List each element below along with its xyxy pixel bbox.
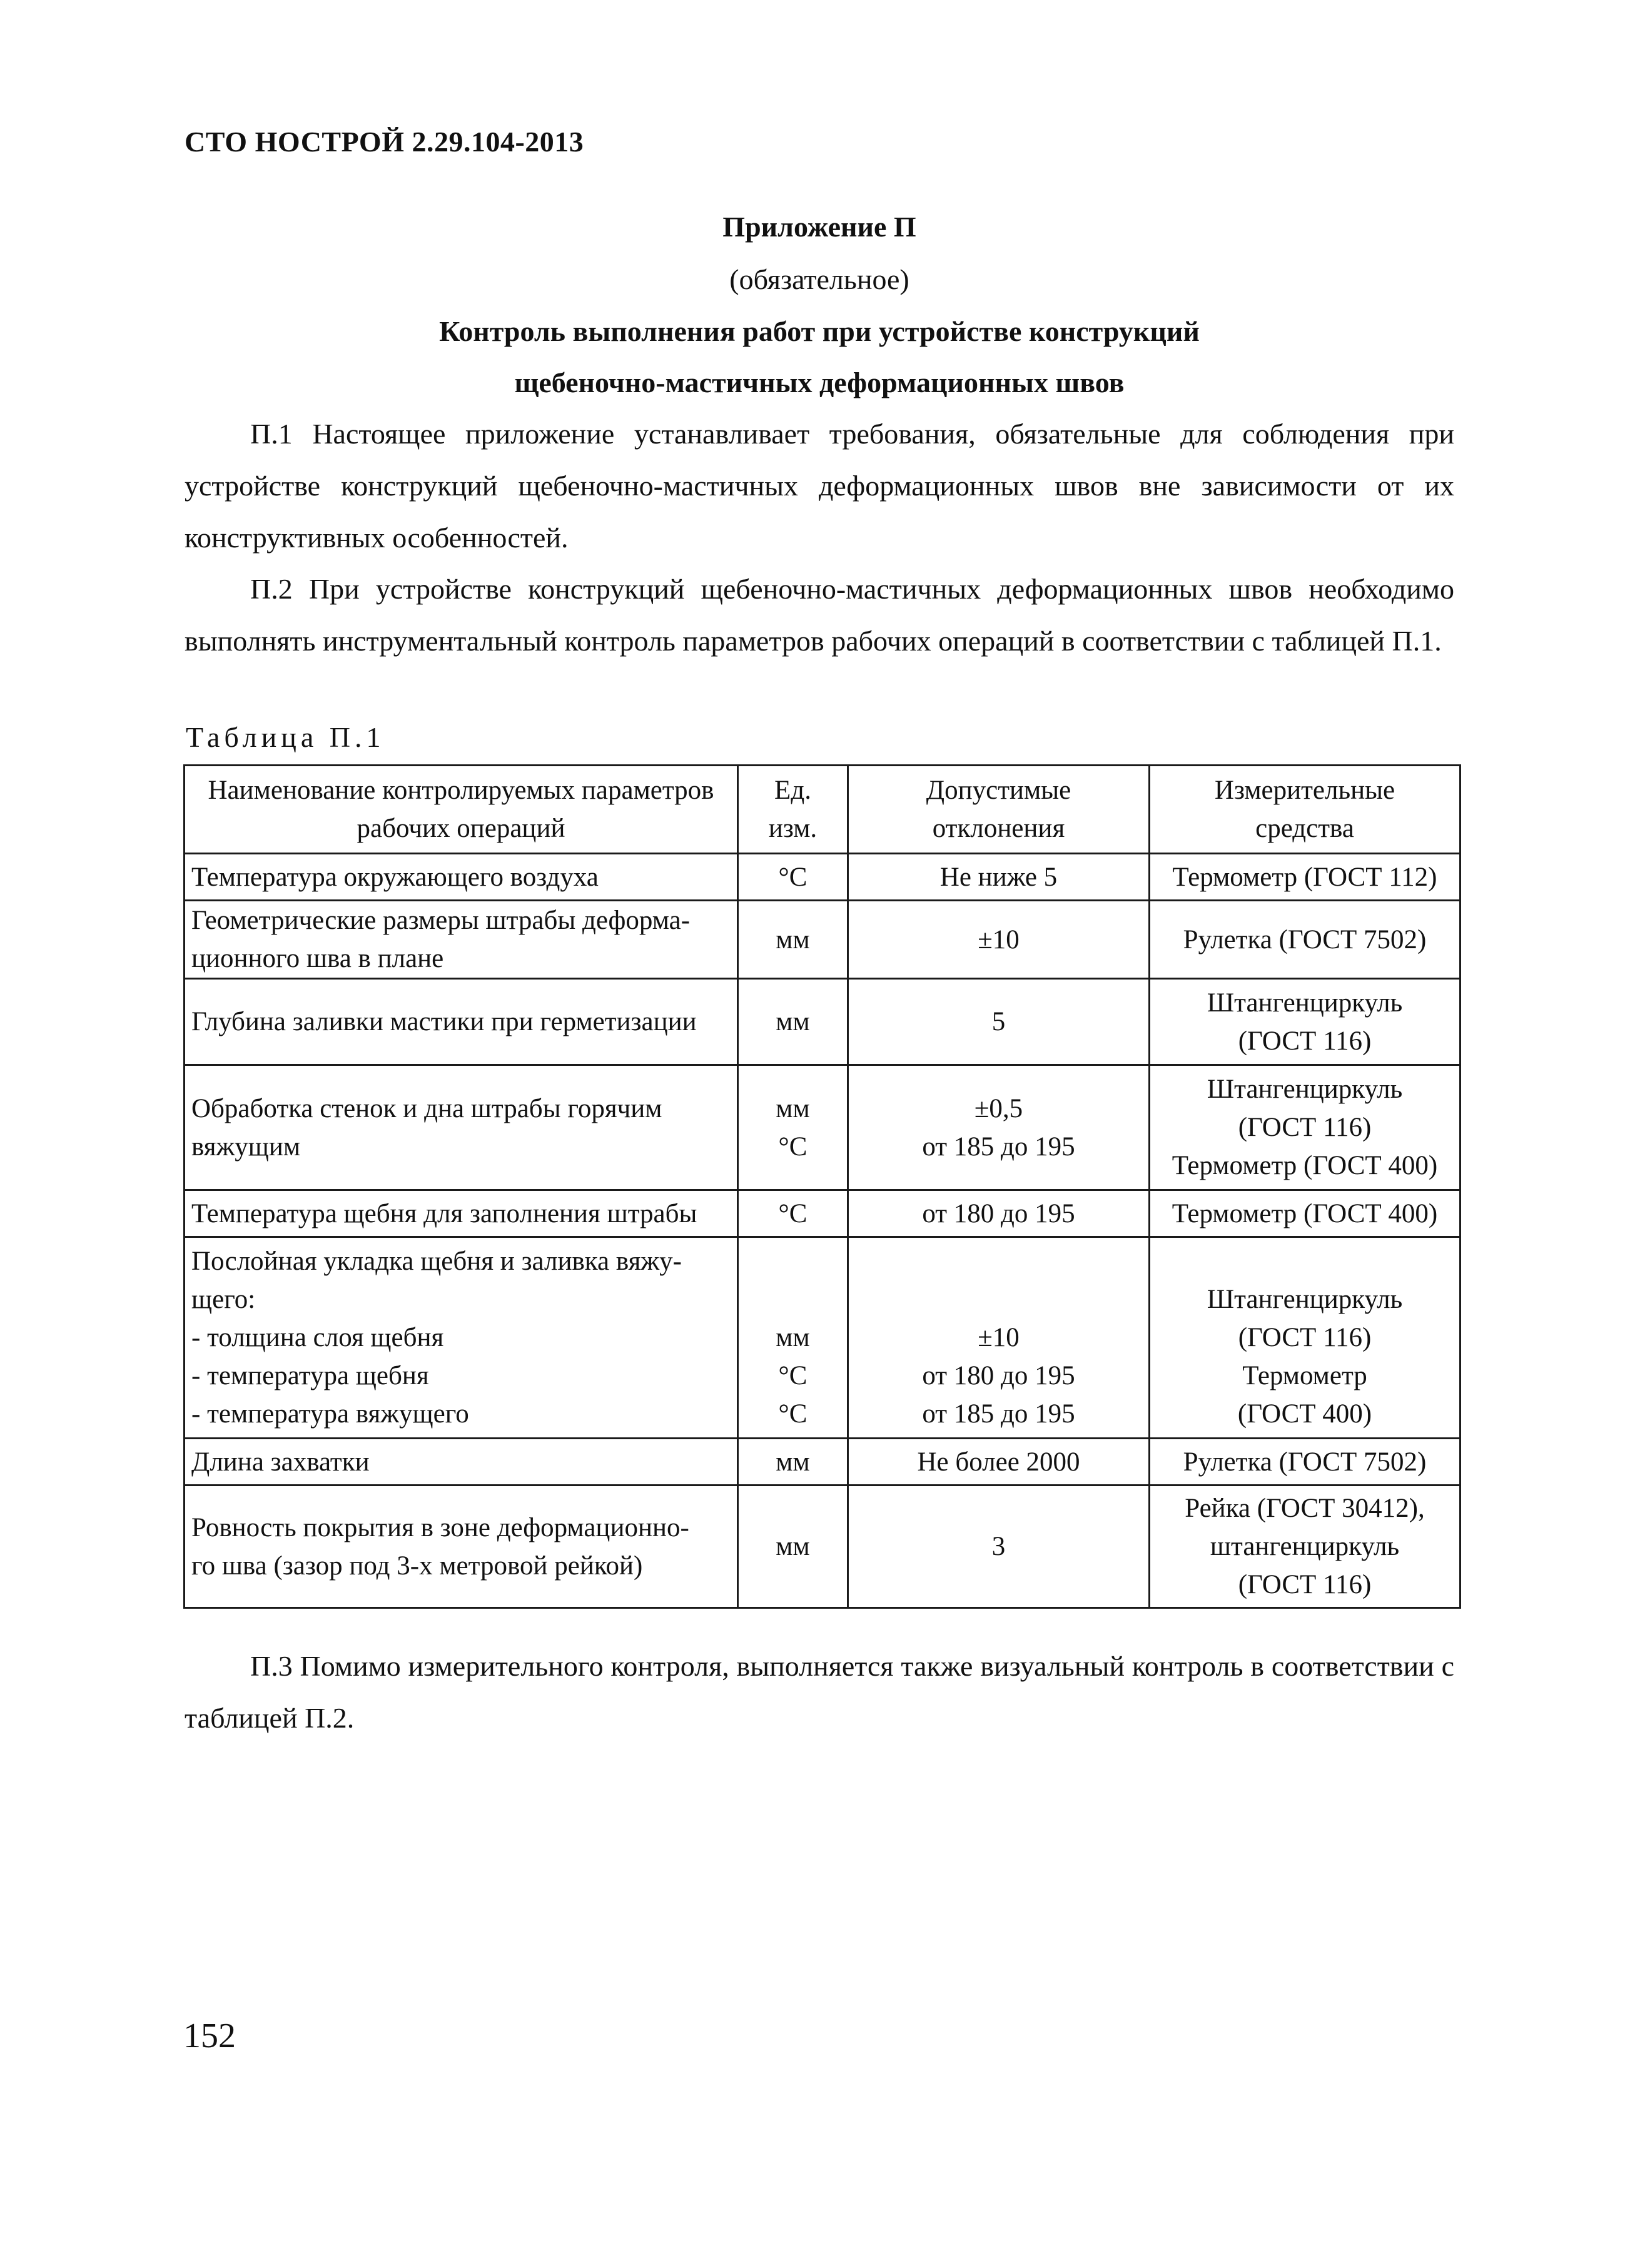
cell-parameter <box>185 854 738 901</box>
cell-line: Ровность покрытия в зоне деформационно- <box>191 1512 689 1542</box>
cell-line: ±10 <box>978 924 1020 954</box>
cell-tolerance <box>848 901 1150 979</box>
header-cell-tolerance <box>848 766 1150 854</box>
cell-parameter <box>185 901 738 979</box>
table-row <box>185 1237 1460 1439</box>
cell-instrument <box>1150 901 1460 979</box>
appendix-title: Приложение П <box>722 211 916 243</box>
cell-line: Рулетка (ГОСТ 7502) <box>1183 924 1427 954</box>
cell-line: Геометрические размеры штрабы деформа- <box>191 906 691 935</box>
cell-line: (ГОСТ 400) <box>1237 1399 1372 1429</box>
cell-line: °С <box>778 1399 807 1429</box>
table-row <box>185 1439 1460 1486</box>
cell-line: (ГОСТ 116) <box>1238 1323 1372 1352</box>
cell-parameter <box>185 1237 738 1439</box>
cell-instrument <box>1150 1486 1460 1608</box>
cell-line: Штангенциркуль <box>1207 988 1403 1018</box>
cell-line: Послойная укладка щебня и заливка вяжу- <box>191 1247 682 1276</box>
cell-line: от 180 до 195 <box>922 1361 1075 1390</box>
cell-tolerance <box>848 1065 1150 1190</box>
cell-line: - температура вяжущего <box>191 1399 469 1429</box>
paragraph-p3: П.3 Помимо измерительного контроля, выполняется также визуальный контроль в соответствии с таблицей П.2. <box>185 1650 1454 1734</box>
cell-instrument <box>1150 1439 1460 1486</box>
cell-line: мм <box>776 1093 810 1123</box>
cell-instrument <box>1150 1065 1460 1190</box>
table-row <box>185 979 1460 1065</box>
cell-parameter <box>185 1190 738 1237</box>
cell-line: °С <box>778 1131 807 1162</box>
page-number: 152 <box>183 2017 236 2055</box>
header-text: Наименование контролируемых параметров <box>208 776 714 805</box>
cell-line <box>855 1242 1142 1280</box>
cell-unit <box>738 854 848 901</box>
cell-line: Рулетка (ГОСТ 7502) <box>1183 1447 1427 1477</box>
table-row <box>185 1190 1460 1237</box>
table-row <box>185 1486 1460 1608</box>
cell-line: (ГОСТ 116) <box>1238 1026 1372 1056</box>
paragraph-p2: П.2 При устройстве конструкций щебеночно-мастичных деформационных швов необходимо выполнять инструментальный контроль параметров рабочих операций в соответствии с таблицей П.1. <box>185 573 1454 657</box>
cell-line: щего: <box>191 1285 256 1314</box>
standard-code-header: СТО НОСТРОЙ 2.29.104-2013 <box>185 126 584 158</box>
cell-line: Обработка стенок и дна штрабы горячим <box>191 1093 662 1123</box>
table-row <box>185 1065 1460 1190</box>
cell-tolerance <box>848 979 1150 1065</box>
cell-line: Штангенциркуль <box>1207 1285 1403 1314</box>
cell-line: 3 <box>991 1532 1006 1561</box>
cell-line: ±0,5 <box>974 1093 1023 1123</box>
cell-line: Не более 2000 <box>917 1447 1080 1477</box>
cell-line: Температура щебня для заполнения штрабы <box>191 1198 697 1228</box>
cell-instrument <box>1150 854 1460 901</box>
header-text: средства <box>1255 814 1354 843</box>
cell-unit <box>738 1439 848 1486</box>
header-text: изм. <box>768 814 818 843</box>
cell-tolerance <box>848 854 1150 901</box>
cell-line <box>745 1242 841 1280</box>
cell-line: - толщина слоя щебня <box>191 1323 444 1352</box>
table-header-row <box>185 766 1460 854</box>
cell-tolerance <box>848 1190 1150 1237</box>
header-text: рабочих операций <box>357 814 565 843</box>
cell-line: 5 <box>991 1007 1006 1036</box>
cell-line: ционного шва в плане <box>191 944 444 973</box>
cell-line: Термометр <box>1242 1361 1367 1390</box>
cell-line: мм <box>776 1447 810 1477</box>
cell-unit <box>738 979 848 1065</box>
cell-line: Термометр (ГОСТ 112) <box>1172 862 1437 892</box>
cell-line: от 185 до 195 <box>922 1399 1075 1429</box>
cell-tolerance <box>848 1237 1150 1439</box>
cell-line <box>855 1280 1142 1319</box>
cell-line: Длина захватки <box>191 1447 370 1477</box>
cell-line: мм <box>776 1532 810 1561</box>
cell-parameter <box>185 979 738 1065</box>
cell-unit <box>738 1486 848 1608</box>
header-cell-unit <box>738 766 848 854</box>
cell-instrument <box>1150 1190 1460 1237</box>
header-text: Измерительные <box>1214 776 1395 805</box>
cell-line: (ГОСТ 116) <box>1238 1570 1372 1599</box>
appendix-heading-line-1: Контроль выполнения работ при устройстве конструкций <box>439 315 1200 347</box>
cell-parameter <box>185 1065 738 1190</box>
cell-line <box>1157 1242 1453 1280</box>
cell-line: Термометр (ГОСТ 400) <box>1172 1151 1438 1180</box>
appendix-heading-line-2: щебеночно-мастичных деформационных швов <box>514 367 1125 398</box>
cell-line: Рейка (ГОСТ 30412), <box>1185 1494 1425 1523</box>
cell-line: °С <box>778 1361 807 1390</box>
cell-unit <box>738 1237 848 1439</box>
cell-line: мм <box>776 924 810 954</box>
cell-unit <box>738 901 848 979</box>
cell-parameter <box>185 1439 738 1486</box>
cell-line: Температура окружающего воздуха <box>191 862 599 892</box>
table-row <box>185 854 1460 901</box>
table-caption: Таблица П.1 <box>186 721 385 753</box>
cell-line: °С <box>778 862 807 892</box>
cell-line: (ГОСТ 116) <box>1238 1113 1372 1142</box>
control-parameters-table <box>183 764 1461 1609</box>
header-text: Ед. <box>774 776 811 805</box>
table-body <box>185 854 1460 1608</box>
cell-line: штангенциркуль <box>1210 1532 1400 1561</box>
cell-instrument <box>1150 1237 1460 1439</box>
cell-line: ±10 <box>978 1323 1020 1352</box>
cell-line: вяжущим <box>191 1131 301 1162</box>
cell-line: мм <box>776 1007 810 1036</box>
cell-line: от 185 до 195 <box>922 1131 1075 1162</box>
header-cell-instrument <box>1150 766 1460 854</box>
cell-tolerance <box>848 1486 1150 1608</box>
header-cell-param <box>185 766 738 854</box>
table-row <box>185 901 1460 979</box>
cell-line: го шва (зазор под 3-х метровой рейкой) <box>191 1551 643 1581</box>
cell-line: от 180 до 195 <box>922 1198 1075 1228</box>
cell-line: Штангенциркуль <box>1207 1075 1403 1104</box>
cell-line: мм <box>776 1323 810 1352</box>
cell-line: °С <box>778 1198 807 1228</box>
cell-line: Глубина заливки мастики при герметизации <box>191 1007 697 1036</box>
cell-line: - температура щебня <box>191 1361 429 1390</box>
paragraph-p1: П.1 Настоящее приложение устанавливает требования, обязательные для соблюдения при устройстве конструкций щебеночно-мастичных деформационных швов вне зависимости от их конструктивных особенностей. <box>185 418 1454 554</box>
cell-line: Не ниже 5 <box>939 862 1058 892</box>
cell-line <box>745 1280 841 1319</box>
cell-unit <box>738 1065 848 1190</box>
cell-instrument <box>1150 979 1460 1065</box>
cell-unit <box>738 1190 848 1237</box>
cell-line: Термометр (ГОСТ 400) <box>1172 1198 1438 1228</box>
cell-parameter <box>185 1486 738 1608</box>
cell-tolerance <box>848 1439 1150 1486</box>
appendix-status: (обязательное) <box>729 263 909 295</box>
header-text: отклонения <box>932 814 1065 843</box>
header-text: Допустимые <box>926 776 1071 805</box>
